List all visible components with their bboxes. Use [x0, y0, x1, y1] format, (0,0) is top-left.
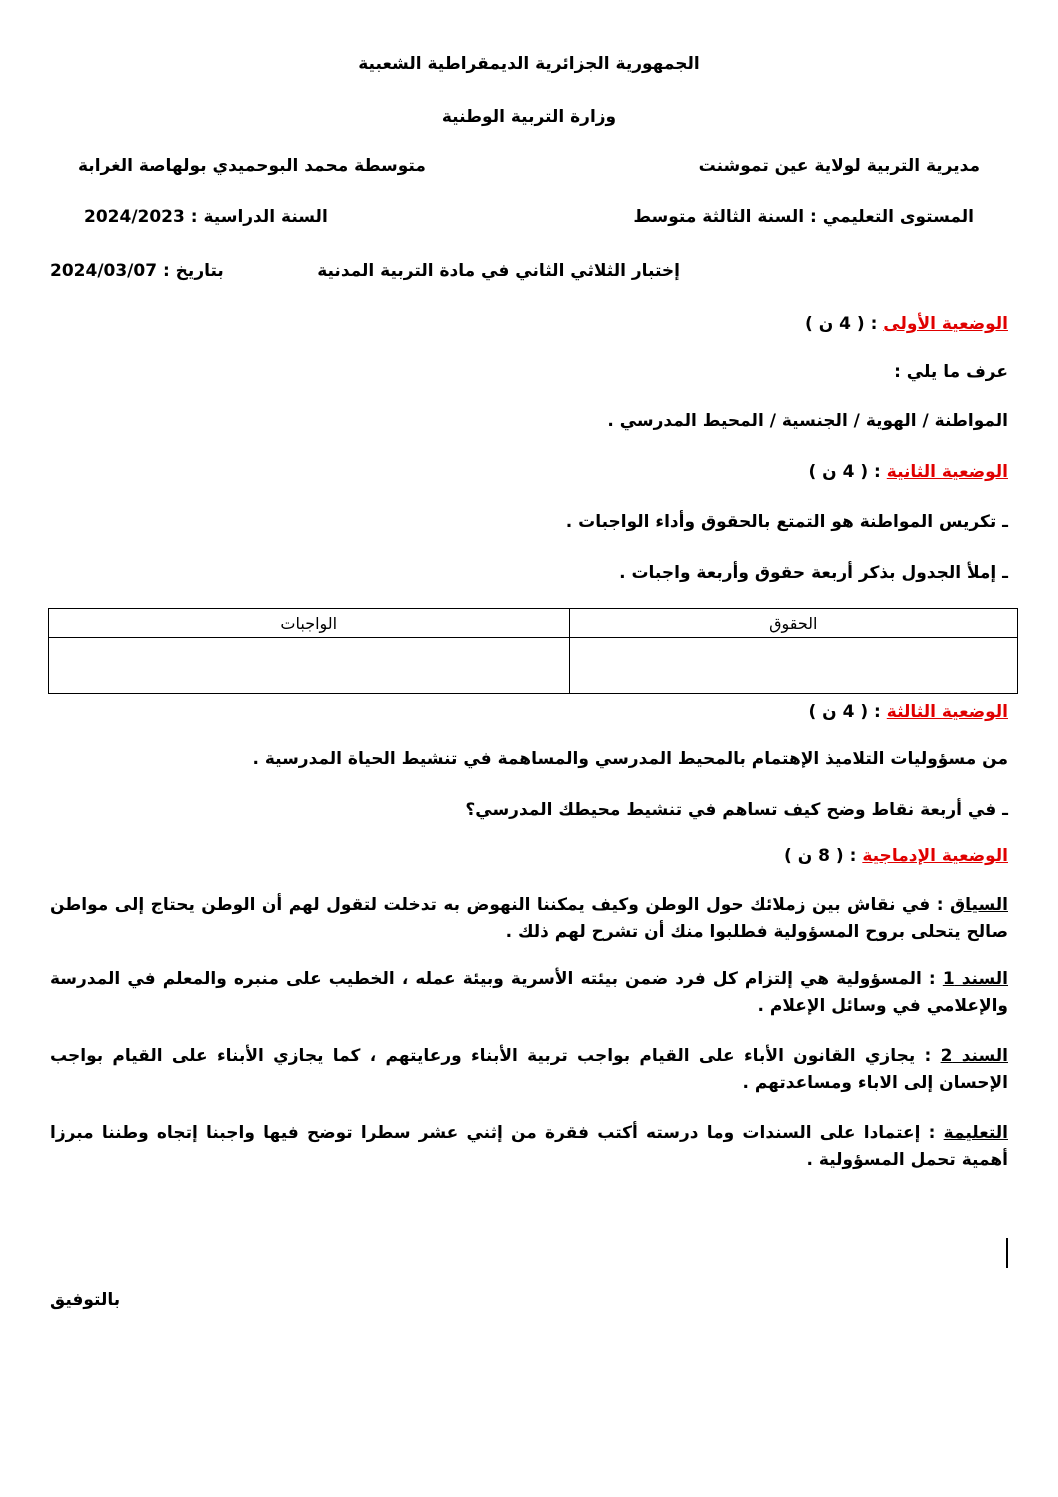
section1-instruction: عرف ما يلي :	[894, 362, 1008, 382]
exam-title: إختبار الثلاثي الثاني في مادة التربية المدنية	[317, 261, 680, 281]
integration-heading	[784, 846, 1008, 866]
text-cursor	[1006, 1238, 1008, 1268]
section2-title: الوضعية الثانية	[886, 462, 1008, 482]
table-answer-row	[49, 638, 1018, 694]
closing-text: بالتوفيق	[50, 1290, 121, 1310]
context-paragraph	[50, 892, 1008, 946]
instruction-label: التعليمة	[943, 1123, 1008, 1143]
doc1-text: : المسؤولية هي إلتزام كل فرد ضمن بيئته الأسرية وبيئة عمله ، الخطيب على منبره والمعلم في المدرسة والإعلامي في وسائل الإعلام .	[50, 969, 1008, 1016]
duties-answer-cell[interactable]	[49, 638, 570, 694]
section1-title: الوضعية الأولى	[883, 314, 1008, 334]
level-label: المستوى التعليمي : السنة الثالثة متوسط	[633, 207, 974, 227]
duties-column-header: الواجبات	[49, 609, 570, 638]
section3-heading	[808, 702, 1008, 722]
section3-question: ـ في أربعة نقاط وضح كيف تساهم في تنشيط محيطك المدرسي؟	[465, 800, 1008, 820]
section3-title: الوضعية الثالثة	[886, 702, 1008, 722]
table-header-row	[49, 609, 1018, 638]
context-text: : في نقاش بين زملائك حول الوطن وكيف يمكننا النهوض به تدخلت لتقول لهم أن الوطن يحتاج إلى مواطن صالح يتحلى بروح المسؤولية فطلبوا منك أن تشرح لهم ذلك .	[50, 895, 1008, 942]
integration-points: : ( 8 ن )	[784, 846, 863, 866]
school-year: السنة الدراسية : 2024/2023	[84, 207, 328, 227]
rights-duties-table	[48, 608, 1018, 694]
integration-title: الوضعية الإدماجية	[862, 846, 1008, 866]
section2-points: : ( 4 ن )	[808, 462, 887, 482]
rights-column-header: الحقوق	[569, 609, 1017, 638]
exam-date: بتاريخ : 2024/03/07	[50, 261, 224, 281]
doc1-label: السند 1	[942, 969, 1009, 989]
doc2-label: السند 2	[940, 1046, 1008, 1066]
instruction-paragraph	[50, 1120, 1008, 1174]
section2-task: ـ إملأ الجدول بذكر أربعة حقوق وأربعة واجبات .	[619, 563, 1008, 583]
doc1-paragraph	[50, 966, 1008, 1020]
ministry-title: وزارة التربية الوطنية	[441, 107, 617, 127]
section1-terms: المواطنة / الهوية / الجنسية / المحيط المدرسي .	[607, 411, 1008, 431]
republic-title: الجمهورية الجزائرية الديمقراطية الشعبية	[358, 54, 700, 74]
section1-heading	[805, 314, 1008, 334]
school-name: متوسطة محمد البوحميدي بولهاصة الغرابة	[78, 156, 426, 176]
section3-points: : ( 4 ن )	[808, 702, 887, 722]
rights-answer-cell[interactable]	[569, 638, 1017, 694]
context-label: السياق	[949, 895, 1008, 915]
section2-statement: ـ تكريس المواطنة هو التمتع بالحقوق وأداء الواجبات .	[565, 512, 1008, 532]
doc2-text: : يجازي القانون الأباء على القيام بواجب تربية الأبناء ورعايتهم ، كما يجازي الأبناء على القيام بواجب الإحسان إلى الاباء ومساعدتهم .	[50, 1046, 1008, 1093]
section2-heading	[808, 462, 1008, 482]
instruction-text: : إعتمادا على السندات وما درسته أكتب فقرة من إثني عشر سطرا توضح فيها واجبنا إتجاه وطننا مبرزا أهمية تحمل المسؤولية .	[50, 1123, 1008, 1170]
section3-statement: من مسؤوليات التلاميذ الإهتمام بالمحيط المدرسي والمساهمة في تنشيط الحياة المدرسية .	[252, 749, 1008, 769]
directorate-label: مديرية التربية لولاية عين تموشنت	[698, 156, 980, 176]
doc2-paragraph	[50, 1043, 1008, 1097]
section1-points: : ( 4 ن )	[805, 314, 884, 334]
